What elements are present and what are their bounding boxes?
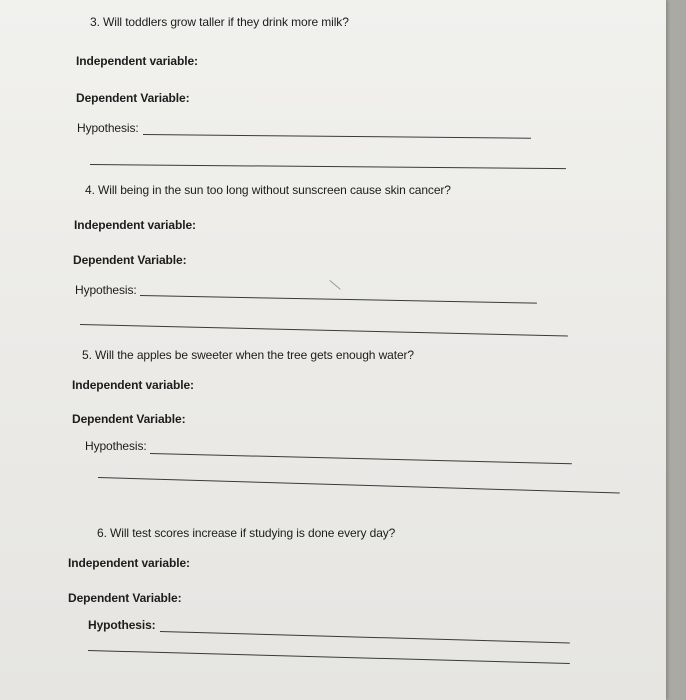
question-3-answer-line-1[interactable] bbox=[143, 134, 531, 139]
question-3-independent-label: Independent variable: bbox=[76, 54, 198, 68]
question-6-dependent-label: Dependent Variable: bbox=[68, 591, 182, 605]
question-3-text: 3. Will toddlers grow taller if they drink more milk? bbox=[90, 15, 349, 29]
question-5-answer-line-2[interactable] bbox=[98, 477, 620, 493]
question-6-answer-line-1[interactable] bbox=[160, 631, 570, 643]
question-3-hypothesis-label: Hypothesis: bbox=[77, 121, 139, 135]
question-5-independent-label: Independent variable: bbox=[72, 378, 194, 392]
question-5-hypothesis-label: Hypothesis: bbox=[85, 439, 147, 453]
question-6-text: 6. Will test scores increase if studying is done every day? bbox=[97, 526, 396, 540]
question-5-answer-line-1[interactable] bbox=[150, 453, 572, 464]
question-5-dependent-label: Dependent Variable: bbox=[72, 412, 186, 426]
question-4-independent-label: Independent variable: bbox=[74, 218, 196, 232]
question-4-dependent-label: Dependent Variable: bbox=[73, 253, 187, 267]
question-4-answer-line-1[interactable] bbox=[140, 295, 537, 304]
question-4-text: 4. Will being in the sun too long without sunscreen cause skin cancer? bbox=[85, 183, 451, 197]
question-6-hypothesis-label: Hypothesis: bbox=[88, 618, 156, 632]
question-5-text: 5. Will the apples be sweeter when the tree gets enough water? bbox=[82, 348, 415, 362]
question-6-independent-label: Independent variable: bbox=[68, 556, 190, 570]
question-4-answer-line-2[interactable] bbox=[80, 324, 568, 336]
pencil-mark-decoration bbox=[329, 280, 340, 290]
question-6-answer-line-2[interactable] bbox=[88, 650, 570, 664]
question-3-answer-line-2[interactable] bbox=[90, 164, 566, 169]
question-4-hypothesis-label: Hypothesis: bbox=[75, 283, 137, 297]
question-3-dependent-label: Dependent Variable: bbox=[76, 91, 190, 105]
